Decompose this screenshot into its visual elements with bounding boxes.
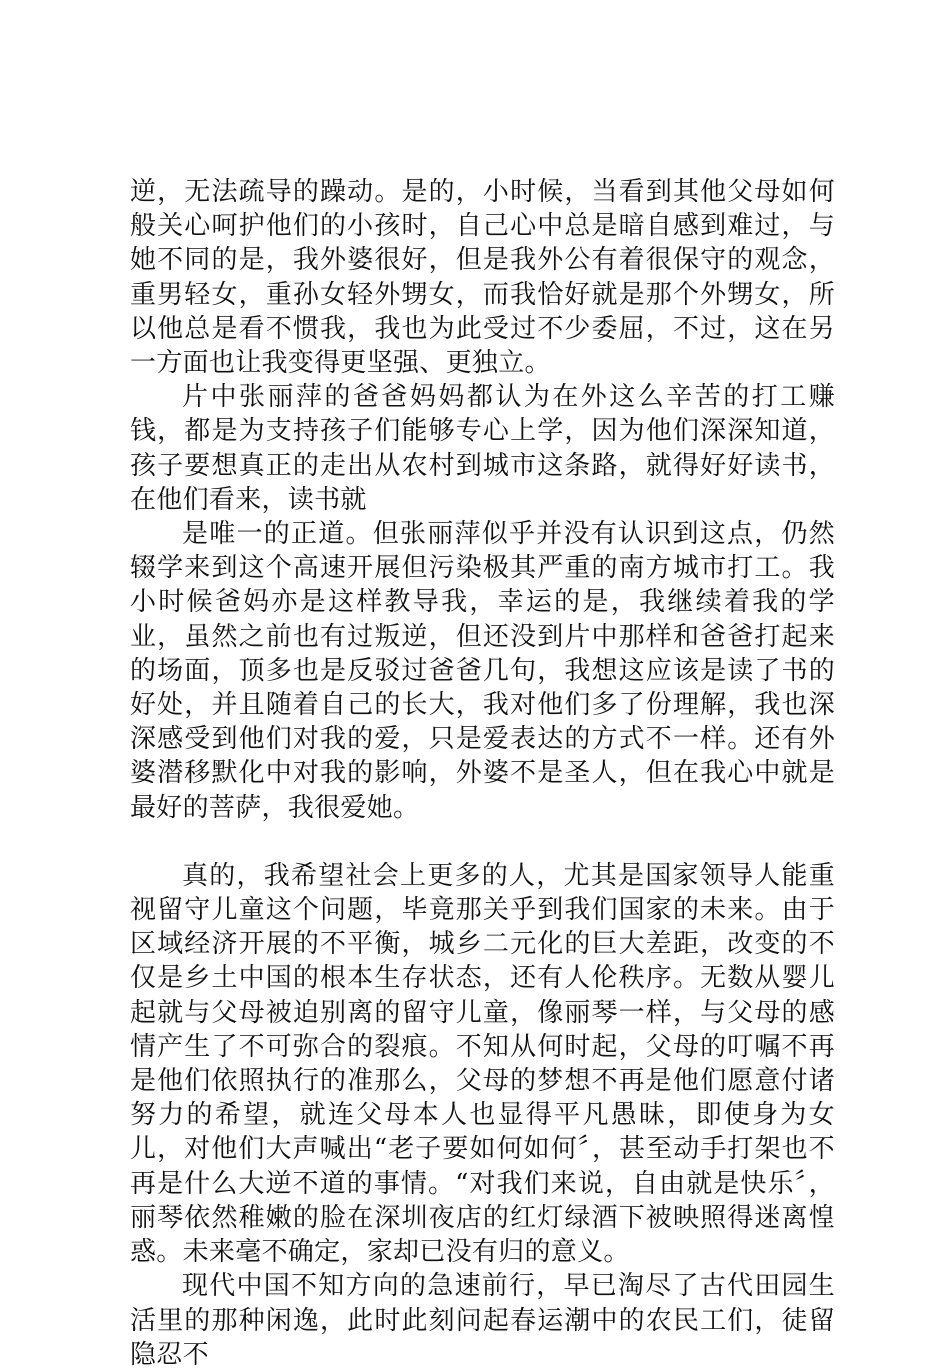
paragraph-2: 片中张丽萍的爸爸妈妈都认为在外这么辛苦的打工赚钱，都是为支持孩子们能够专心上学，因为他们深深知道，孩子要想真正的走出从农村到城市这条路，就得好好读书，在他们看来，读书就: [130, 382, 835, 515]
paragraph-1: 逆，无法疏导的躁动。是的，小时候，当看到其他父母如何般关心呵护他们的小孩时，自己心中总是暗自感到难过，与她不同的是，我外婆很好，但是我外公有着很保守的观念，重男轻女，重孙女轻外甥女，而我恰好就是那个外甥女，所以他总是看不惯我，我也为此受过不少委屈，不过，这在另一方面也让我变得更坚强、更独立。: [130, 177, 835, 379]
paragraph-gap: [130, 825, 835, 859]
document-page: [130, 175, 835, 1372]
paragraph-4: 真的，我希望社会上更多的人，尤其是国家领导人能重视留守儿童这个问题，毕竟那关乎到我们国家的未来。由于区域经济开展的不平衡，城乡二元化的巨大差距，改变的不仅是乡土中国的根本生存状态，还有人伦秩序。无数从婴儿起就与父母被迫别离的留守儿童，像丽琴一样，与父母的感情产生了不可弥合的裂痕。不知从何时起，父母的叮嘱不再是他们依照执行的准那么，父母的梦想不再是他们愿意付诸努力的希望，就连父母本人也显得平凡愚昧，即使身为女儿，对他们大声喊出“老子要如何如何〞，甚至动手打架也不再是什么大逆不道的事情。“对我们来说，自由就是快乐〞，丽琴依然稚嫩的脸在深圳夜店的红灯绿酒下被映照得迷离惶惑。未来毫不确定，家却已没有归的意义。: [130, 860, 835, 1268]
paragraph-3: 是唯一的正道。但张丽萍似乎并没有认识到这点，仍然辍学来到这个高速开展但污染极其严重的南方城市打工。我小时候爸妈亦是这样教导我，幸运的是，我继续着我的学业，虽然之前也有过叛逆，但还没到片中那样和爸爸打起来的场面，顶多也是反驳过爸爸几句，我想这应该是读了书的好处，并且随着自己的长大，我对他们多了份理解，我也深深感受到他们对我的爱，只是爱表达的方式不一样。还有外婆潜移默化中对我的影响，外婆不是圣人，但在我心中就是最好的菩萨，我很爱她。: [130, 519, 835, 823]
paragraph-5: 现代中国不知方向的急速前行，早已淘尽了古代田园生活里的那种闲逸，此时此刻问起春运潮中的农民工们，徒留隐忍不: [130, 1271, 835, 1370]
